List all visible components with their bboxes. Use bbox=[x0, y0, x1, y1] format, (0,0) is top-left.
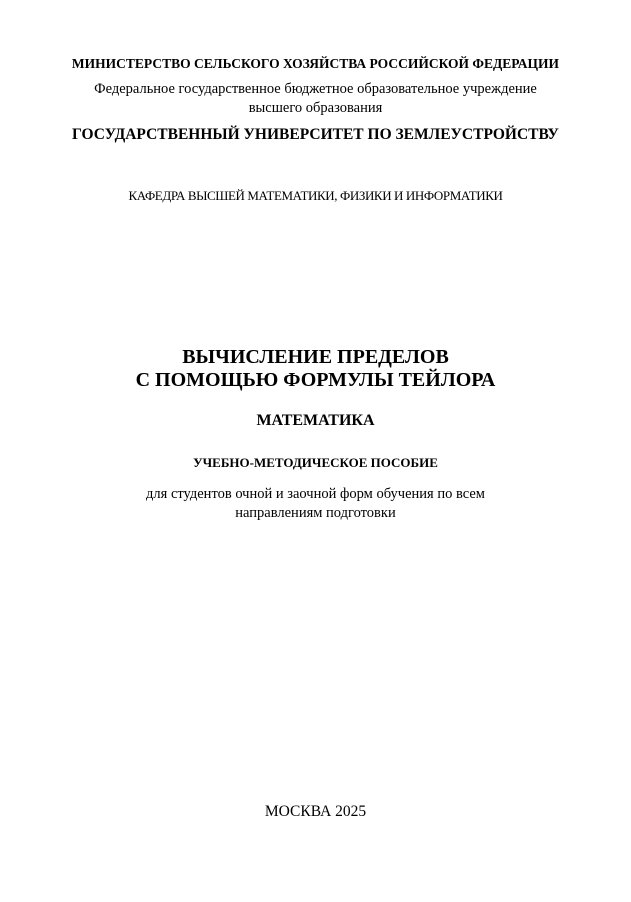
university-name: ГОСУДАРСТВЕННЫЙ УНИВЕРСИТЕТ ПО ЗЕМЛЕУСТРОЙСТВУ bbox=[72, 126, 559, 143]
audience-line2: направлениям подготовки bbox=[235, 505, 396, 521]
institution-type-line2: высшего образования bbox=[248, 100, 383, 116]
ministry-name: МИНИСТЕРСТВО СЕЛЬСКОГО ХОЗЯЙСТВА РОССИЙСКОЙ ФЕДЕРАЦИИ bbox=[71, 56, 560, 71]
document-type: УЧЕБНО-МЕТОДИЧЕСКОЕ ПОСОБИЕ bbox=[193, 455, 438, 470]
audience-line1: для студентов очной и заочной форм обучения по всем bbox=[146, 486, 485, 502]
document-title-line1: ВЫЧИСЛЕНИЕ ПРЕДЕЛОВ bbox=[182, 346, 449, 368]
institution-type-line1: Федеральное государственное бюджетное образовательное учреждение bbox=[94, 81, 537, 97]
department-name: КАФЕДРА ВЫСШЕЙ МАТЕМАТИКИ, ФИЗИКИ И ИНФОРМАТИКИ bbox=[128, 188, 503, 203]
subject-name: МАТЕМАТИКА bbox=[256, 412, 375, 429]
place-and-year: МОСКВА 2025 bbox=[264, 803, 367, 820]
document-title-line2: С ПОМОЩЬЮ ФОРМУЛЫ ТЕЙЛОРА bbox=[135, 369, 496, 391]
